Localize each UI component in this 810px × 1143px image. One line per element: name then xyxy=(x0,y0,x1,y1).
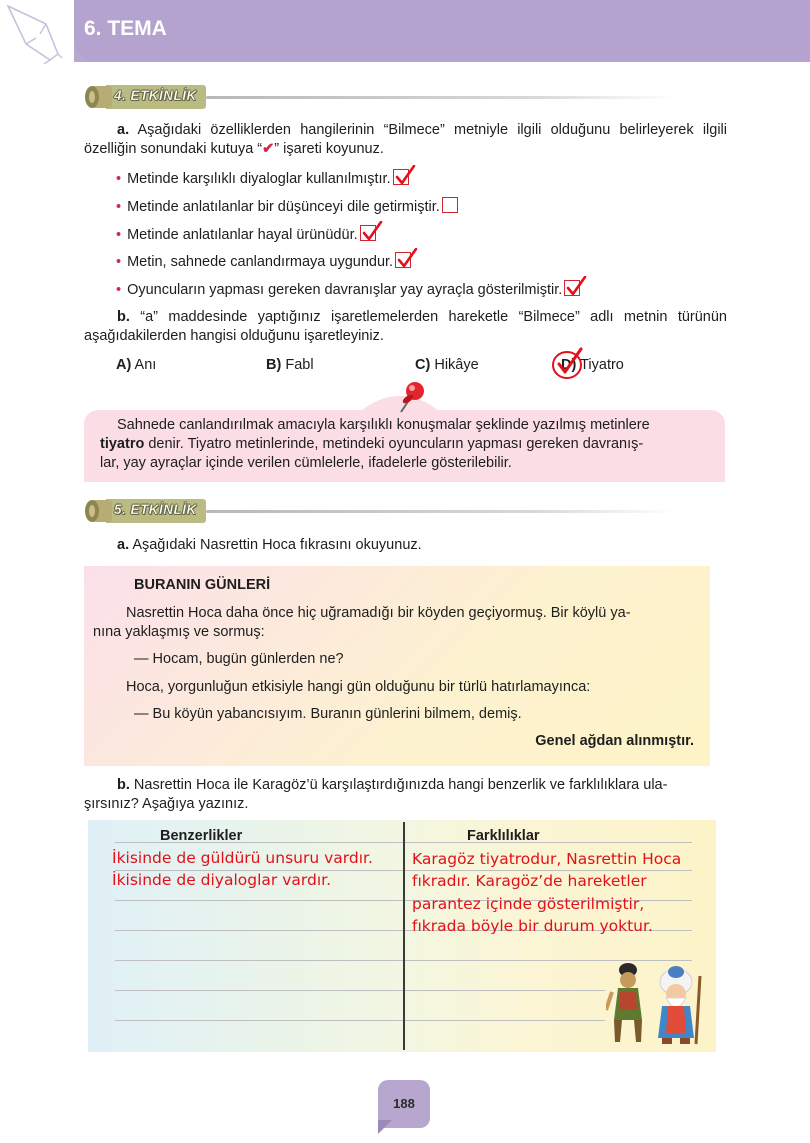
activity-4-title: 4. ETKİNLİK xyxy=(114,88,197,103)
answer-similarity[interactable]: İkisinde de güldürü unsuru vardır. xyxy=(112,849,373,867)
checkmark-icon: ✔ xyxy=(262,141,275,157)
red-check-icon xyxy=(394,165,416,187)
option-a[interactable]: A) Anı xyxy=(116,357,157,373)
option-b[interactable]: B) Fabl xyxy=(266,357,314,373)
list-item: • Metinde anlatılanlar bir düşünceyi dile getirmiştir. xyxy=(116,197,458,217)
checkbox[interactable] xyxy=(360,225,376,241)
activity-5-title: 5. ETKİNLİK xyxy=(114,502,197,517)
checkbox[interactable] xyxy=(442,197,458,213)
story-source: Genel ağdan alınmıştır. xyxy=(535,733,694,749)
story-paragraph: Hoca, yorgunluğun etkisiyle hangi gün olduğunu bir türlü hatırlamayınca: xyxy=(126,679,591,695)
page-number: 188 xyxy=(393,1096,415,1111)
column-header-differences: Farklılıklar xyxy=(467,828,540,844)
story-dialogue: — Bu köyün yabancısıyım. Buranın günlerini bilmem, demiş. xyxy=(134,706,522,722)
activity-4a-instruction: a. Aşağıdaki özelliklerden hangilerinin “Bilmece” metniyle ilgili olduğunu belirleyerek ilgili özelliğin sonundaki kutuya “✔” işareti koyunuz. xyxy=(84,122,727,157)
scroll-icon xyxy=(84,498,118,524)
activity-5a-instruction: a. Aşağıdaki Nasrettin Hoca fıkrasını okuyunuz. xyxy=(117,537,422,553)
activity-5b-instruction: b. Nasrettin Hoca ile Karagöz’ü karşılaştırdığınızda hangi benzerlik ve farklılıklara ula- şırsınız? Aşağıya yazınız. xyxy=(84,777,668,812)
answer-difference[interactable]: fıkradır. Karagöz’de hareketler xyxy=(412,872,647,890)
red-check-icon xyxy=(396,248,418,270)
pen-nib-icon xyxy=(6,4,66,64)
list-item: • Metinde anlatılanlar hayal ürünüdür. xyxy=(116,225,376,245)
activity-4-label xyxy=(84,84,604,110)
list-item: • Metin, sahnede canlandırmaya uygundur. xyxy=(116,252,411,272)
column-header-similarities: Benzerlikler xyxy=(160,828,243,844)
activity-5-label xyxy=(84,498,604,524)
option-c[interactable]: C) Hikâye xyxy=(415,357,479,373)
karagoz-and-hoca-illustration xyxy=(606,962,710,1048)
selected-option-circle-icon xyxy=(550,347,586,381)
list-item: • Metinde karşılıklı diyaloglar kullanılmıştır. xyxy=(116,169,409,189)
scroll-icon xyxy=(84,84,118,110)
answer-similarity[interactable]: İkisinde de diyaloglar vardır. xyxy=(112,871,332,889)
red-check-icon xyxy=(361,221,383,243)
answer-difference[interactable]: parantez içinde gösterilmiştir, xyxy=(412,895,645,913)
activity-4b-instruction: b. “a” maddesinde yaptığınız işaretlemelerden hareketle “Bilmece” adlı metnin türünün aşağıdakilerden hangisi olduğunu işaretleyiniz. xyxy=(84,309,727,344)
page-title: 6. TEMA xyxy=(84,17,167,40)
story-paragraph: Nasrettin Hoca daha önce hiç uğramadığı bir köyden geçiyormuş. Bir köylü ya- xyxy=(126,605,631,621)
checkbox[interactable] xyxy=(564,280,580,296)
pushpin-icon xyxy=(395,378,431,416)
option-d[interactable]: D) Tiyatro xyxy=(561,357,624,373)
answer-difference[interactable]: fıkrada böyle bir durum yoktur. xyxy=(412,917,653,935)
column-divider xyxy=(403,822,405,1050)
story-paragraph-cont: nına yaklaşmış ve sormuş: xyxy=(93,624,265,640)
info-text: Sahnede canlandırılmak amacıyla karşılıklı konuşmalar şeklinde yazılmış metinlere tiyatro denir. Tiyatro metinlerinde, metindeki oyuncuların yapması gereken davranış- lar, yay ayraçlar içinde verilen cümlelerle, ifadelerle gösterilebilir. xyxy=(100,417,650,471)
checkbox[interactable] xyxy=(393,169,409,185)
red-check-icon xyxy=(565,276,587,298)
checkbox[interactable] xyxy=(395,252,411,268)
story-title: BURANIN GÜNLERİ xyxy=(134,577,271,593)
answer-difference[interactable]: Karagöz tiyatrodur, Nasrettin Hoca xyxy=(412,850,682,868)
theme-tab xyxy=(74,0,810,62)
list-item: • Oyuncuların yapması gereken davranışlar yay ayraçla gösterilmiştir. xyxy=(116,280,580,300)
story-dialogue: — Hocam, bugün günlerden ne? xyxy=(134,651,344,667)
